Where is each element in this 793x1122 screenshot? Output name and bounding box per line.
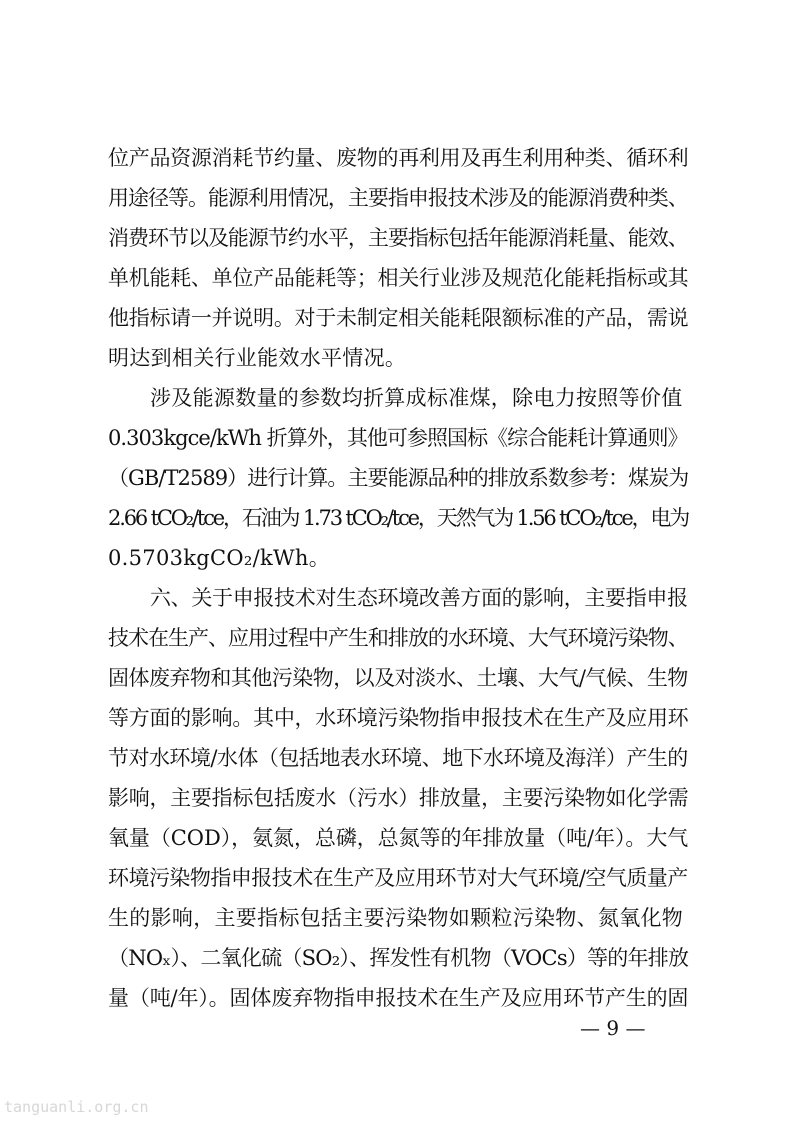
paragraph-line: 环境污染物指申报技术在生产及应用环节对大气环境/空气质量产 bbox=[108, 866, 688, 890]
paragraph-line: 消费环节以及能源节约水平，主要指标包括年能源消耗量、能效、 bbox=[108, 226, 688, 250]
paragraph-line: 等方面的影响。其中，水环境污染物指申报技术在生产及应用环 bbox=[108, 706, 689, 730]
paragraph-line: 用途径等。能源利用情况，主要指申报技术涉及的能源消费种类、 bbox=[108, 186, 688, 210]
paragraph-line: 单机能耗、单位产品能耗等；相关行业涉及规范化能耗指标或其 bbox=[108, 266, 689, 290]
section-six-first-line: 六、关于申报技术对生态环境改善方面的影响，主要指申报 bbox=[150, 586, 688, 610]
watermark: tanguanli.org.cn bbox=[4, 1098, 149, 1116]
paragraph-line: 0.303kgce/kWh 折算外，其他可参照国标《综合能耗计算通则》 bbox=[108, 426, 688, 450]
paragraph-line: 他指标请一并说明。对于未制定相关能耗限额标准的产品，需说 bbox=[108, 306, 689, 330]
paragraph-line: 氧量（COD），氨氮，总磷，总氮等的年排放量（吨/年）。大气 bbox=[108, 826, 689, 850]
paragraph-line: 影响，主要指标包括废水（污水）排放量，主要污染物如化学需 bbox=[108, 786, 689, 810]
paragraph-line: 量（吨/年）。固体废弃物指申报技术在生产及应用环节产生的固 bbox=[108, 986, 689, 1010]
paragraph-line: 节对水环境/水体（包括地表水环境、地下水环境及海洋）产生的 bbox=[108, 746, 688, 770]
paragraph-line: 固体废弃物和其他污染物，以及对淡水、土壤、大气/气候、生物 bbox=[108, 666, 688, 690]
paragraph-line: 明达到相关行业能效水平情况。 bbox=[108, 346, 407, 370]
paragraph-line: 技术在生产、应用过程中产生和排放的水环境、大气环境污染物、 bbox=[108, 626, 688, 650]
paragraph-first-line: 涉及能源数量的参数均折算成标准煤，除电力按照等价值 bbox=[150, 386, 683, 410]
paragraph-line: （NOₓ）、二氧化硫（SO₂）、挥发性有机物（VOCs）等的年排放 bbox=[108, 946, 689, 970]
paragraph-line: 2.66 tCO₂/tce，石油为 1.73 tCO₂/tce，天然气为 1.56 tCO₂/tce，电为 bbox=[108, 506, 689, 530]
paragraph-line: 位产品资源消耗节约量、废物的再利用及再生利用种类、循环利 bbox=[108, 146, 689, 170]
paragraph-line: 0.5703kgCO₂/kWh。 bbox=[108, 546, 331, 570]
paragraph-line: 生的影响，主要指标包括主要污染物如颗粒污染物、氮氧化物 bbox=[108, 906, 684, 930]
page-number: — 9 — bbox=[580, 1016, 646, 1040]
paragraph-line: （GB/T2589）进行计算。主要能源品种的排放系数参考：煤炭为 bbox=[108, 466, 689, 490]
